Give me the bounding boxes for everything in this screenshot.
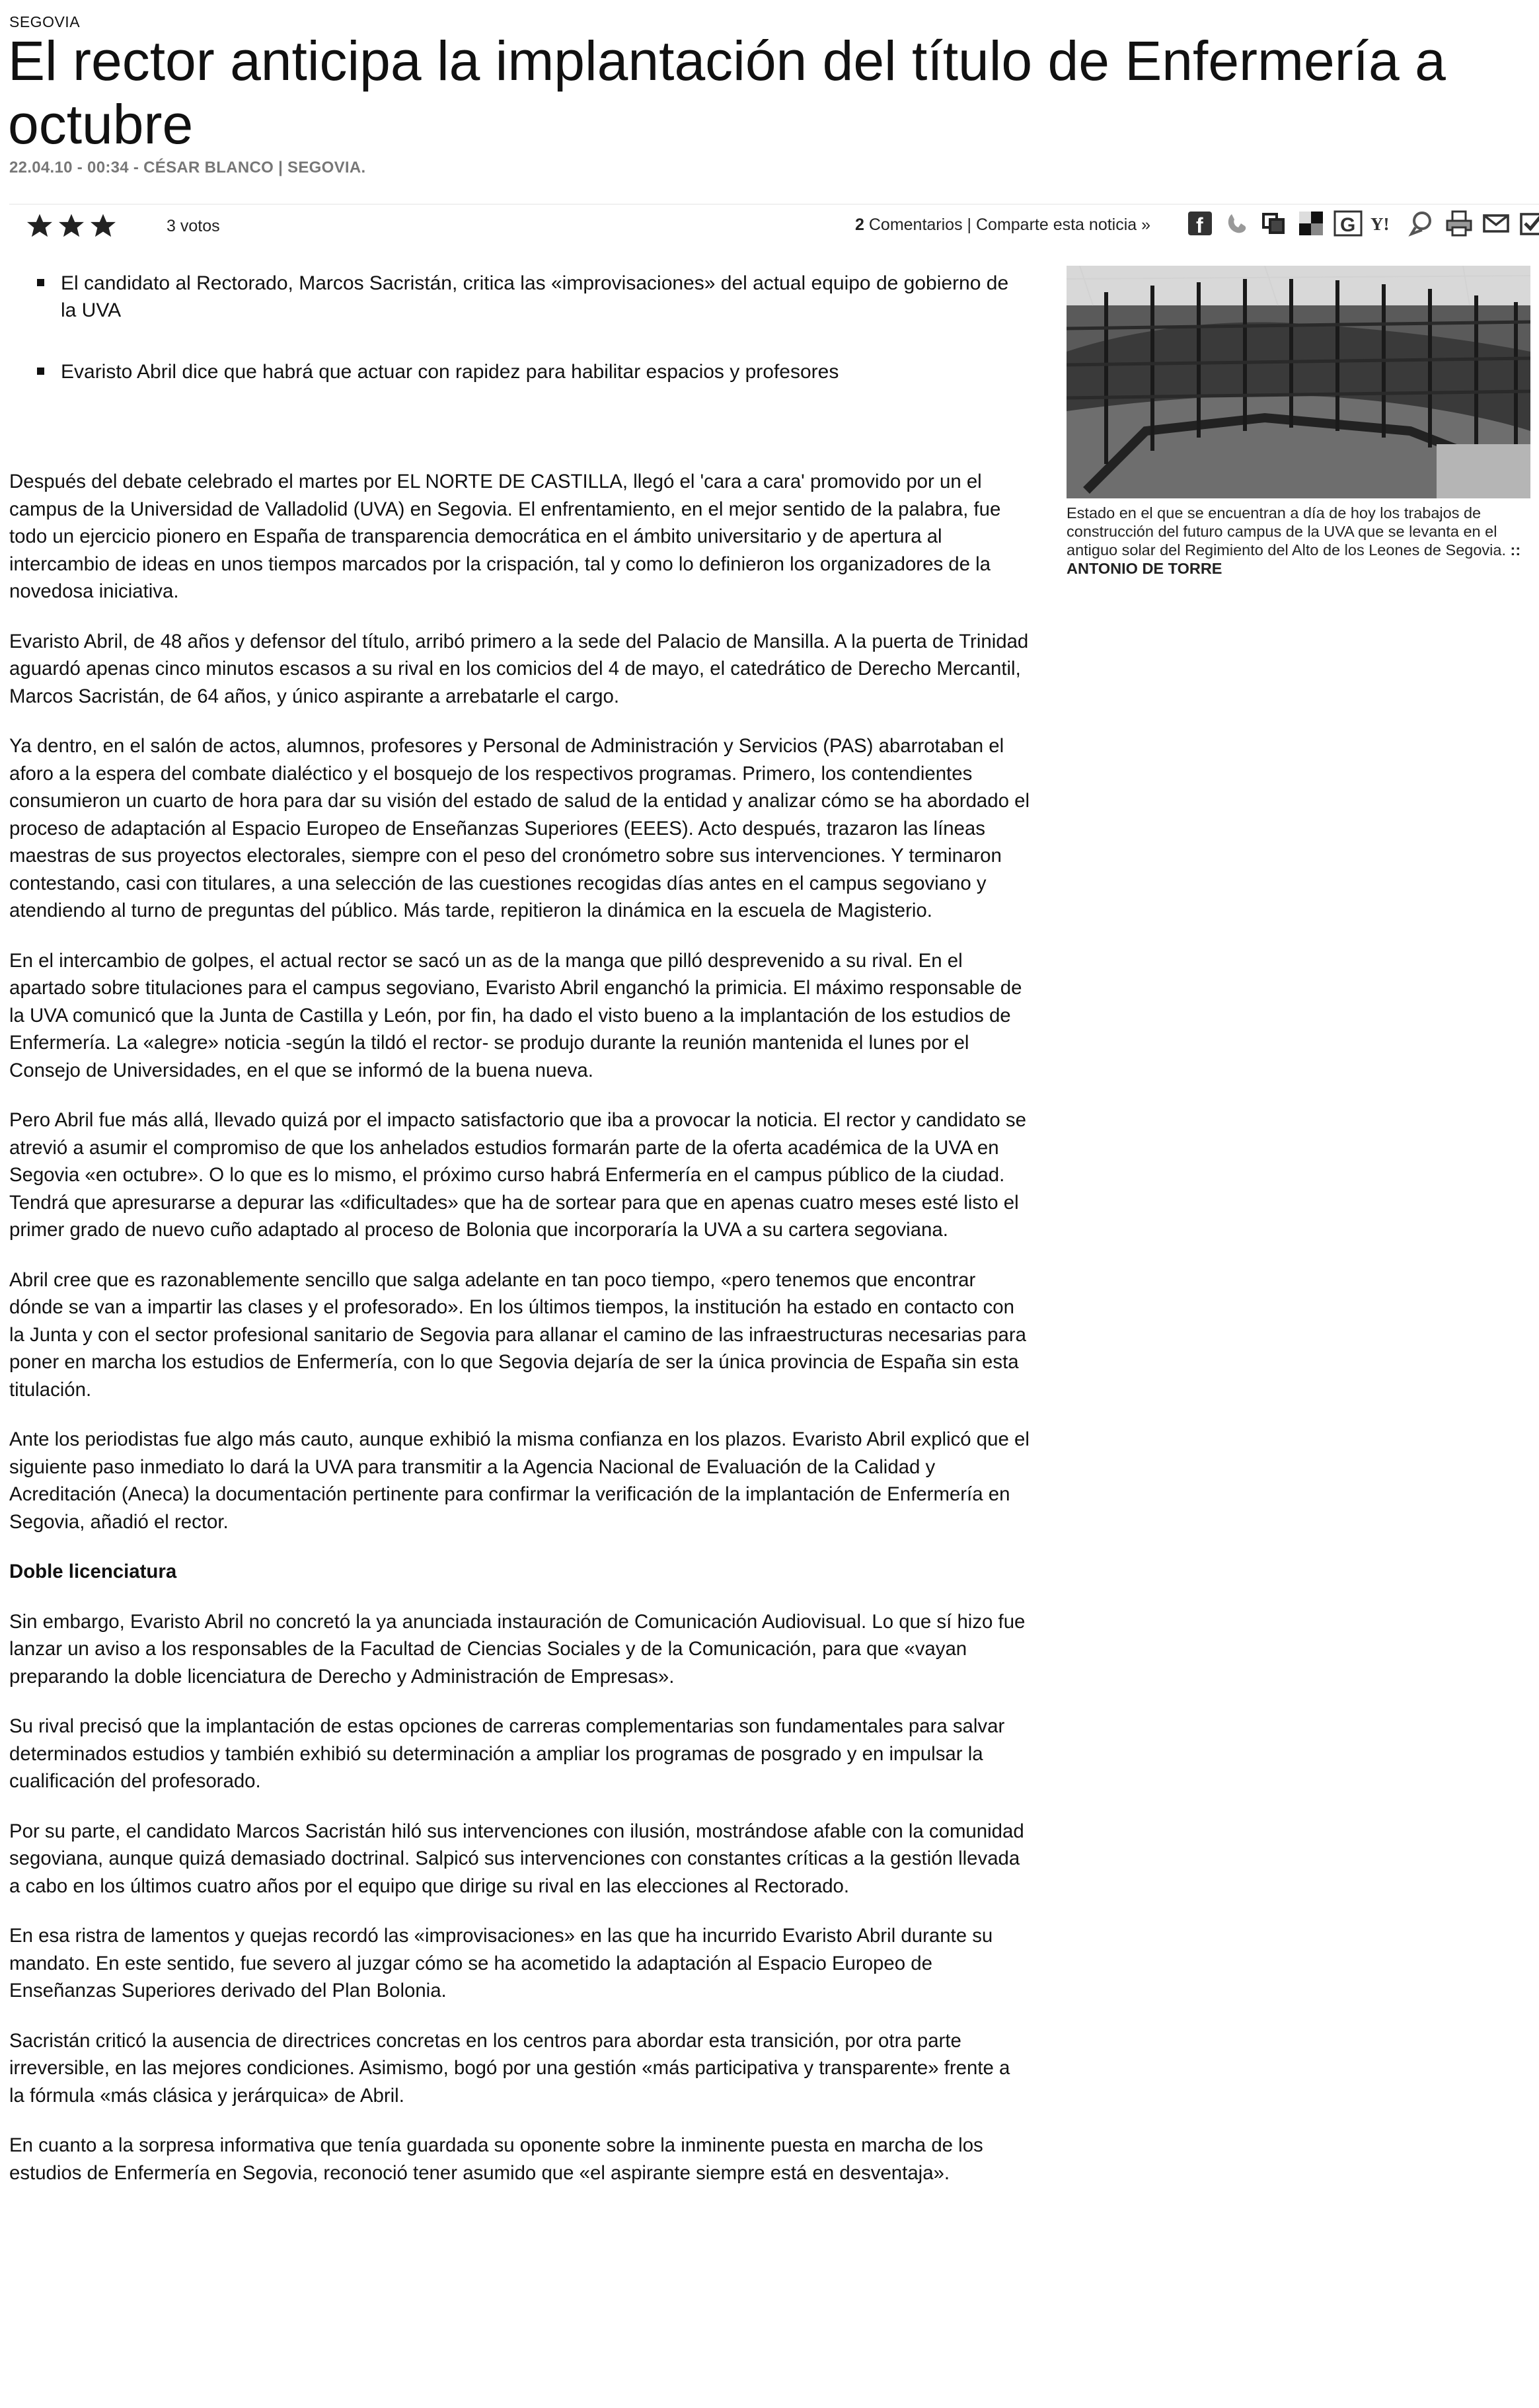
svg-text:G: G (1340, 214, 1356, 236)
share-icons (1185, 210, 1539, 237)
print-icon[interactable] (1445, 210, 1474, 237)
paragraph: Ya dentro, en el salón de actos, alumnos, profesores y Personal de Administración y Servicios (PAS) abarrotaban el aforo a la espera del combate dialéctico y el bosquejo de los respectivos programas. Primero, los contendientes consumieron un cuarto de hora para dar su visión del estado de salud de la entidad y analizar cómo se ha abordado el proceso de adaptación al Espacio Europeo de Enseñanzas Superiores (EEES). Acto después, trazaron las líneas maestras de sus proyectos electorales, siempre con el peso del cronómetro sobre sus intervenciones. Y terminaron contestando, casi con titulares, a una selección de las cuestiones recogidas días antes en el campus segoviano y atendiendo al turno de preguntas del público. Más tarde, repitieron la dinámica en la escuela de Magisterio. (9, 735, 1030, 921)
highlight-item: Evaristo Abril dice que habrá que actuar con rapidez para habilitar espacios y profesores (33, 358, 1011, 385)
paragraph: Su rival precisó que la implantación de estas opciones de carreras complementarias son fundamentales para salvar determinados estudios y también exhibió su determinación a ampliar los programas de posgrado y en impulsar la cualificación del profesorado. (9, 1715, 1005, 1792)
paragraph: En esa ristra de lamentos y quejas recordó las «improvisaciones» en las que ha incurrido Evaristo Abril durante su mandato. En este sentido, fue severo al juzgar cómo se ha acometido la adaptación al Espacio Europeo de Enseñanzas Superiores derivado del Plan Bolonia. (9, 1925, 993, 2001)
tuenti-icon[interactable] (1222, 210, 1252, 237)
comments-share-links (855, 215, 1150, 235)
highlight-item: El candidato al Rectorado, Marcos Sacristán, critica las «improvisaciones» del actual equipo de gobierno de la UVA (33, 270, 1011, 324)
comments-link[interactable] (855, 215, 963, 234)
technorati-icon[interactable] (1408, 210, 1437, 237)
article-body (9, 468, 1030, 2209)
subheading: Doble licenciatura (9, 1561, 177, 1582)
google-icon[interactable] (1333, 210, 1363, 237)
delicious-icon[interactable] (1296, 210, 1326, 237)
construction-photo (1067, 266, 1530, 498)
photo-caption (1067, 504, 1536, 578)
paragraph: En el intercambio de golpes, el actual rector se sacó un as de la manga que pilló desprevenido a su rival. En el apartado sobre titulaciones para el campus segoviano, Evaristo Abril enganchó la primicia. El máximo responsable de la UVA comunicó que la Junta de Castilla y León, por fin, ha dado el visto bueno a la implantación de los estudios de Enfermería. La «alegre» noticia -según la tildó el rector- se produjo durante la reunión mantenida el lunes por el Consejo de Universidades, en el que se informó de la buena nueva. (9, 949, 1022, 1081)
rating-toolbar (9, 204, 1539, 238)
star-icon[interactable] (57, 213, 86, 238)
paragraph: Después del debate celebrado el martes por EL NORTE DE CASTILLA, llegó el 'cara a cara' promovido por un el campus de la Universidad de Valladolid (UVA) en Segovia. El enfrentamiento, en el mejor sentido de la palabra, fue todo un ejercicio pionero en España de transparencia democrática en el ámbito universitario y de apertura al intercambio de ideas en unos tiempos marcados por la crispación, tal y como lo definieron los organizadores de la novedosa iniciativa. (9, 471, 1001, 602)
svg-text:Y!: Y! (1370, 214, 1390, 235)
paragraph: Sin embargo, Evaristo Abril no concretó la ya anunciada instauración de Comunicación Audiovisual. Lo que sí hizo fue lanzar un aviso a los responsables de la Facultad de Ciencias Sociales y de la Comunicación, para que «vayan preparando la doble licenciatura de Derecho y Administración de Empresas». (9, 1610, 1026, 1688)
star-rating[interactable] (25, 213, 118, 238)
article-photo[interactable] (1067, 266, 1530, 498)
bookmark-icon[interactable] (1519, 210, 1539, 237)
paragraph: Sacristán criticó la ausencia de directrices concretas en los centros para abordar esta transición, por otra parte irreversible, en las mejores condiciones. Asimismo, bogó por una gestión «más participativa y transparente» frente a la fórmula «más clásica y jerárquica» de Abril. (9, 2029, 1010, 2107)
paragraph: Pero Abril fue más allá, llevado quizá por el impacto satisfactorio que iba a provocar la noticia. El rector y candidato se atrevió a asumir el compromiso de que los anhelados estudios formarán parte de la oferta académica de la UVA en Segovia «en octubre». O lo que es lo mismo, el próximo curso habrá Enfermería en el campus público de la ciudad. Tendrá que apresurarse a depurar las «dificultades» que ha de sortear para que en apenas cuatro meses esté listo el primer grado de nuevo cuño adaptado al proceso de Bolonia que incorporaría la UVA a su cartera segoviana. (9, 1109, 1026, 1241)
section-label[interactable]: SEGOVIA (9, 13, 81, 30)
share-link[interactable]: Comparte esta noticia » (976, 215, 1151, 234)
svg-text:f: f (1196, 214, 1203, 237)
photo-credit: :: ANTONIO DE TORRE (1067, 541, 1521, 577)
email-icon[interactable] (1482, 210, 1511, 237)
paragraph: Por su parte, el candidato Marcos Sacristán hiló sus intervenciones con ilusión, mostrándose afable con la comunidad segoviana, aunque quizá demasiado doctrinal. Salpicó sus intervenciones con constantes críticas a la gestión llevada a cabo en los últimos cuatro años por el equipo que dirige su rival en las elecciones al Rectorado. (9, 1820, 1024, 1897)
comments-count: 2 (855, 215, 864, 234)
votes-count: 3 votos (167, 217, 220, 235)
yahoo-icon[interactable] (1370, 210, 1400, 237)
paragraph: En cuanto a la sorpresa informativa que tenía guardada su oponente sobre la inminente puesta en marcha de los estudios de Enfermería en Segovia, reconoció tener asumido que «el aspirante siempre está en desventaja». (9, 2134, 983, 2184)
paragraph: Abril cree que es razonablemente sencillo que salga adelante en tan poco tiempo, «pero tenemos que encontrar dónde se van a impartir las clases y el profesorado». En los últimos tiempos, la institución ha estado en contacto con la Junta y con el sector profesional sanitario de Segovia para allanar el camino de las infraestructuras necesarias para poner en marcha los estudios de Enfermería, con lo que Segovia dejaría de ser la única provincia de España sin esta titulación. (9, 1268, 1026, 1401)
paragraph: Ante los periodistas fue algo más cauto, aunque exhibió la misma confianza en los plazos. Evaristo Abril explicó que el siguiente paso inmediato lo dará la UVA para transmitir a la Agencia Nacional de Evaluación de la Calidad y Acreditación (Aneca) la documentación pertinente para confirmar la verificación de la implantación de Enfermería en Segovia, añadió el rector. (9, 1428, 1030, 1533)
star-icon[interactable] (25, 213, 54, 238)
highlights-list (33, 270, 1011, 420)
article-byline: 22.04.10 - 00:34 - CÉSAR BLANCO | SEGOVIA. (9, 159, 366, 176)
paragraph: Evaristo Abril, de 48 años y defensor del título, arribó primero a la sede del Palacio de Mansilla. A la puerta de Trinidad aguardó apenas cinco minutos escasos a su rival en los comicios del 4 de mayo, el catedrático de Derecho Mercantil, Marcos Sacristán, de 64 años, y único aspirante a arrebatarle el cargo. (9, 630, 1029, 707)
caption-text: Estado en el que se encuentran a día de hoy los trabajos de construcción del futuro campus de la UVA que se levanta en el antiguo solar del Regimiento del Alto de los Leones de Segovia. (1067, 504, 1506, 559)
article-title: El rector anticipa la implantación del título de Enfermería a octubre (8, 30, 1446, 155)
meneame-icon[interactable] (1259, 210, 1289, 237)
star-icon[interactable] (89, 213, 118, 238)
facebook-icon[interactable] (1185, 210, 1215, 237)
separator: | (967, 215, 972, 234)
comments-label: Comentarios (868, 215, 963, 234)
